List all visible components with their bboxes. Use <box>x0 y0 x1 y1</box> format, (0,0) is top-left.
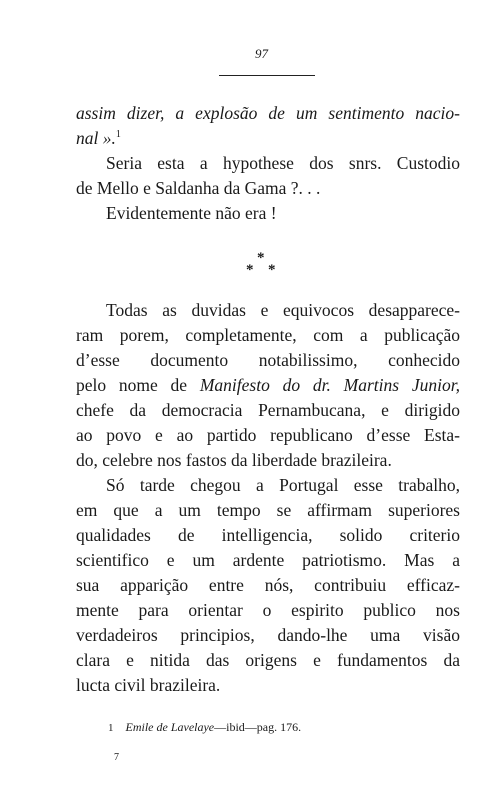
text-run: scientifico e um ardente patriotismo. Mas a <box>76 550 460 570</box>
text-line <box>76 176 460 201</box>
text-run: Todas as duvidas e equivocos desapparece- <box>106 300 460 320</box>
text-run: sua apparição entre nós, contribuiu efficaz- <box>76 575 460 595</box>
text-line <box>76 298 460 323</box>
text-run: do, celebre nos fastos da liberdade brazileira. <box>76 450 392 470</box>
text-line <box>76 523 460 548</box>
footnote-reference: —ibid—pag. 176. <box>214 720 302 734</box>
text-line <box>76 348 460 373</box>
header-rule <box>219 75 315 76</box>
footnote-marker: 1 <box>115 129 121 141</box>
text-line <box>76 498 460 523</box>
text-run: Só tarde chegou a Portugal esse trabalho, <box>106 475 460 495</box>
footnote-author: Emile de Lavelaye <box>125 720 215 734</box>
text-run: d’esse documento notabilissimo, conhecido <box>76 350 460 370</box>
text-line <box>76 548 460 573</box>
text-run: verdadeiros principios, dando-lhe uma visão <box>76 625 460 645</box>
text-line <box>76 648 460 673</box>
text-run: Evidentemente não era ! <box>106 203 277 223</box>
page-number: 97 <box>255 46 268 61</box>
text-run: lucta civil brazileira. <box>76 675 221 695</box>
footnote <box>108 720 301 735</box>
text-run: Seria esta a hypothese dos snrs. Custodio <box>106 153 460 173</box>
printer-signature-mark: 7 <box>114 752 119 763</box>
text-line <box>76 101 460 126</box>
text-run: clara e nitida das origens e fundamentos da <box>76 650 460 670</box>
paragraph-block-2 <box>76 298 460 698</box>
text-run: chefe da democracia Pernambucana, e dirigido <box>76 400 460 420</box>
text-run: mente para orientar o espirito publico nos <box>76 600 460 620</box>
text-run: pelo nome de <box>76 375 200 395</box>
text-run: ao povo e ao partido republicano d’esse Esta- <box>76 425 460 445</box>
asterism <box>246 250 296 284</box>
asterism-star-right: * <box>268 262 276 278</box>
text-line <box>76 598 460 623</box>
text-line <box>76 151 460 176</box>
text-run: assim dizer, a explosão de um sentimento nacio- <box>76 103 460 123</box>
text-run: ram porem, completamente, com a publicação <box>76 325 460 345</box>
text-run: qualidades de intelligencia, solido criterio <box>76 525 460 545</box>
asterism-star-top: * <box>257 250 265 266</box>
text-run: nal ». <box>76 128 116 148</box>
text-run: em que a um tempo se affirmam superiores <box>76 500 460 520</box>
text-line <box>76 623 460 648</box>
text-run: Manifesto do dr. Martins Junior, <box>199 375 460 395</box>
text-line <box>76 323 460 348</box>
paragraph-block-1 <box>76 101 460 226</box>
text-line <box>76 448 460 473</box>
text-line <box>76 673 460 698</box>
footnote-number: 1 <box>108 722 114 734</box>
text-line <box>76 473 460 498</box>
text-line <box>76 126 460 151</box>
text-line <box>76 398 460 423</box>
text-line <box>76 373 460 398</box>
text-line <box>76 423 460 448</box>
text-run: de Mello e Saldanha da Gama ?. . . <box>76 178 321 198</box>
text-line <box>76 201 460 226</box>
asterism-star-left: * <box>246 262 254 278</box>
text-line <box>76 573 460 598</box>
